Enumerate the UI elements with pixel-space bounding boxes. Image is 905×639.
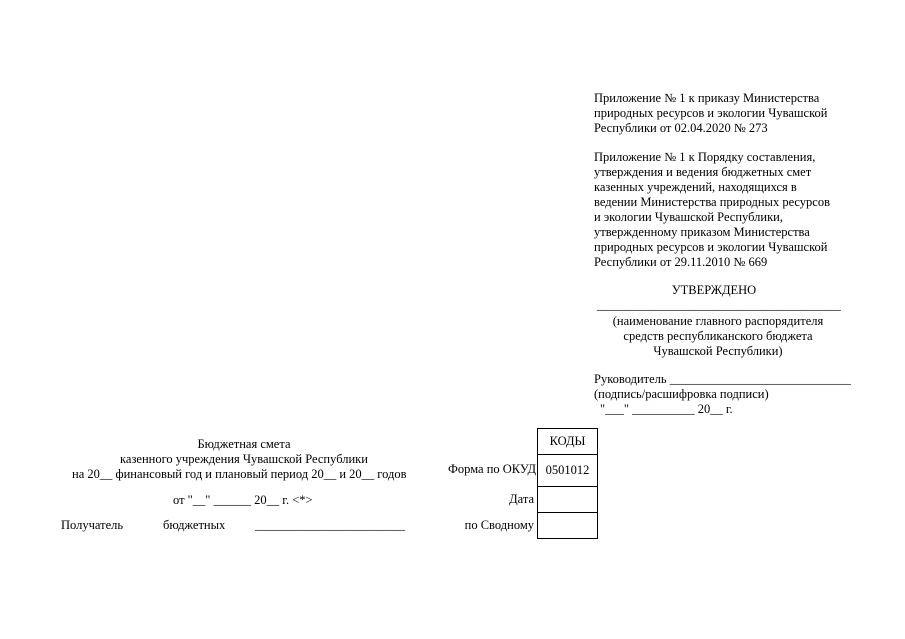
appendix1-line: Республики от 02.04.2020 № 273 [594,121,768,135]
date-code-cell [538,487,598,513]
appendix2-line: природных ресурсов и экологии Чувашской [594,240,828,254]
head-signature-line: Руководитель _____________________________ [594,372,851,386]
estimate-title: Бюджетная смета [197,437,291,451]
date-label: Дата [509,492,534,506]
approver-caption-line: Чувашской Республики) [653,344,783,358]
recipient-label: Получатель [61,518,124,532]
appendix-order-reference [594,91,827,136]
appendix2-line: и экологии Чувашской Республики, [594,210,783,224]
appendix-procedure-reference [594,150,830,270]
appendix2-line: Республики от 29.11.2010 № 669 [594,255,768,269]
summary-register-label: по Сводному [464,518,534,532]
appendix2-line: Приложение № 1 к Порядку составления, [594,150,816,164]
signature-caption: (подпись/расшифровка подписи) [594,387,769,401]
approver-caption-line: средств республиканского бюджета [623,329,813,343]
recipient-word: бюджетных [163,518,226,532]
appendix2-line: ведении Министерства природных ресурсов [594,195,831,209]
appendix1-line: Приложение № 1 к приказу Министерства [594,91,820,105]
okud-label: Форма по ОКУД [448,462,536,476]
appendix2-line: казенных учреждений, находящихся в [594,180,797,194]
estimate-period-line: на 20__ финансовый год и плановый период 20__ и 20__ годов [72,467,407,481]
appendix2-line: утверждения и ведения бюджетных смет [594,165,812,179]
approver-name-caption [598,314,838,359]
recipient-blank-line: ________________________ [255,518,405,532]
appendix2-line: утвержденному приказом Министерства [594,225,810,239]
summary-code-cell [538,513,598,539]
okud-code-cell: 0501012 [538,455,598,487]
estimate-date-line: от "__" ______ 20__ г. <*> [173,493,313,507]
approval-date-line: "___" __________ 20__ г. [600,402,733,416]
estimate-institution-line: казенного учреждения Чувашской Республики [120,452,368,466]
codes-table [537,428,598,539]
codes-header-cell: КОДЫ [538,429,598,455]
appendix1-line: природных ресурсов и экологии Чувашской [594,106,828,120]
approver-name-line: _______________________________________ [597,298,841,312]
approved-title: УТВЕРЖДЕНО [671,283,757,297]
approver-caption-line: (наименование главного распорядителя [612,314,824,328]
